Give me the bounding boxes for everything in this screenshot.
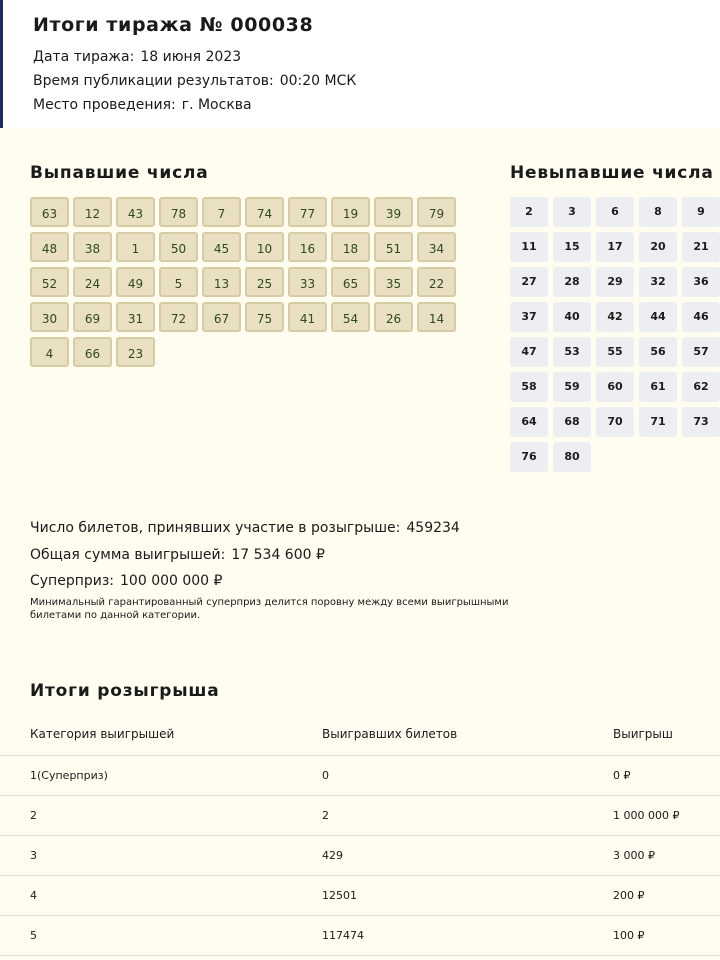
table-row [0, 756, 720, 796]
drawn-number-ball: 4 [30, 337, 69, 367]
missed-number-ball: 27 [510, 267, 548, 297]
missed-number-ball: 70 [596, 407, 634, 437]
missed-number-ball: 61 [639, 372, 677, 402]
drawn-number-ball: 30 [30, 302, 69, 332]
drawn-number-ball: 22 [417, 267, 456, 297]
superprize [30, 573, 222, 589]
drawn-number-ball: 13 [202, 267, 241, 297]
drawn-number-ball: 5 [159, 267, 198, 297]
superprize-value: 100 000 000 ₽ [120, 573, 223, 589]
missed-number-ball: 28 [553, 267, 591, 297]
missed-number-ball: 47 [510, 337, 548, 367]
missed-number-ball: 59 [553, 372, 591, 402]
drawn-number-ball: 75 [245, 302, 284, 332]
drawn-number-ball: 24 [73, 267, 112, 297]
table-row [0, 796, 720, 836]
category-cell: 4 [30, 889, 37, 902]
drawn-number-ball: 23 [116, 337, 155, 367]
column-header-winners: Выигравших билетов [322, 727, 458, 741]
missed-number-ball: 46 [682, 302, 720, 332]
total-winnings-value: 17 534 600 ₽ [231, 547, 325, 563]
drawn-number-ball: 72 [159, 302, 198, 332]
drawn-number-ball: 41 [288, 302, 327, 332]
drawn-number-ball: 25 [245, 267, 284, 297]
drawn-number-ball: 54 [331, 302, 370, 332]
category-cell: 3 [30, 849, 37, 862]
winners-cell: 429 [322, 849, 343, 862]
missed-number-ball: 15 [553, 232, 591, 262]
missed-number-ball: 6 [596, 197, 634, 227]
drawn-number-ball: 69 [73, 302, 112, 332]
drawn-number-ball: 19 [331, 197, 370, 227]
table-row [0, 836, 720, 876]
missed-number-ball: 71 [639, 407, 677, 437]
missed-number-ball: 73 [682, 407, 720, 437]
draw-place [33, 97, 252, 113]
drawn-number-ball: 10 [245, 232, 284, 262]
draw-place-value: г. Москва [181, 97, 252, 113]
missed-number-ball: 68 [553, 407, 591, 437]
category-cell: 1(Суперприз) [30, 769, 108, 782]
drawn-number-ball: 14 [417, 302, 456, 332]
draw-place-label: Место проведения: [33, 97, 176, 113]
missed-number-ball: 40 [553, 302, 591, 332]
drawn-number-ball: 51 [374, 232, 413, 262]
drawn-number-ball: 45 [202, 232, 241, 262]
drawn-number-ball: 16 [288, 232, 327, 262]
missed-number-ball: 53 [553, 337, 591, 367]
missed-number-ball: 2 [510, 197, 548, 227]
table-header-row [0, 715, 720, 756]
drawn-number-ball: 66 [73, 337, 112, 367]
superprize-label: Суперприз: [30, 573, 115, 589]
drawn-number-ball: 67 [202, 302, 241, 332]
tickets-count-label: Число билетов, принявших участие в розыгрыше: [30, 520, 401, 536]
missed-number-ball: 44 [639, 302, 677, 332]
draw-date-label: Дата тиража: [33, 49, 135, 65]
missed-number-ball: 20 [639, 232, 677, 262]
missed-number-ball: 11 [510, 232, 548, 262]
drawn-number-ball: 65 [331, 267, 370, 297]
publication-time [33, 73, 356, 89]
drawn-number-ball: 34 [417, 232, 456, 262]
missed-number-ball: 62 [682, 372, 720, 402]
page-title: Итоги тиража № 000038 [33, 14, 314, 36]
drawn-number-ball: 63 [30, 197, 69, 227]
missed-number-ball: 60 [596, 372, 634, 402]
prize-cell: 1 000 000 ₽ [613, 809, 680, 822]
missed-number-ball: 80 [553, 442, 591, 472]
winners-cell: 0 [322, 769, 329, 782]
missed-number-ball: 55 [596, 337, 634, 367]
column-header-category: Категория выигрышей [30, 727, 175, 741]
winners-cell: 2 [322, 809, 329, 822]
missed-number-ball: 57 [682, 337, 720, 367]
drawn-number-ball: 43 [116, 197, 155, 227]
drawn-number-ball: 74 [245, 197, 284, 227]
drawn-number-ball: 7 [202, 197, 241, 227]
draw-date-value: 18 июня 2023 [140, 49, 242, 65]
results-title: Итоги розыгрыша [30, 681, 220, 701]
drawn-number-ball: 77 [288, 197, 327, 227]
total-winnings [30, 547, 325, 563]
drawn-number-ball: 48 [30, 232, 69, 262]
prize-cell: 200 ₽ [613, 889, 645, 902]
missed-number-ball: 37 [510, 302, 548, 332]
column-header-prize: Выигрыш [613, 727, 673, 741]
tickets-count [30, 520, 460, 536]
missed-number-ball: 8 [639, 197, 677, 227]
drawn-number-ball: 18 [331, 232, 370, 262]
missed-number-ball: 32 [639, 267, 677, 297]
superprize-note: Минимальный гарантированный суперприз делится поровну между всеми выигрышными билетами по данной категории. [30, 597, 509, 621]
category-cell: 5 [30, 929, 37, 942]
drawn-number-ball: 50 [159, 232, 198, 262]
winners-cell: 117474 [322, 929, 364, 942]
drawn-number-ball: 39 [374, 197, 413, 227]
missed-number-ball: 42 [596, 302, 634, 332]
table-row [0, 916, 720, 956]
missed-number-ball: 56 [639, 337, 677, 367]
category-cell: 2 [30, 809, 37, 822]
drawn-number-ball: 52 [30, 267, 69, 297]
drawn-number-ball: 78 [159, 197, 198, 227]
drawn-number-ball: 31 [116, 302, 155, 332]
draw-header [0, 0, 720, 128]
missed-number-ball: 76 [510, 442, 548, 472]
missed-numbers-grid [510, 197, 720, 472]
prize-cell: 3 000 ₽ [613, 849, 655, 862]
winners-cell: 12501 [322, 889, 357, 902]
missed-number-ball: 64 [510, 407, 548, 437]
drawn-numbers-grid [30, 197, 456, 367]
drawn-number-ball: 26 [374, 302, 413, 332]
drawn-number-ball: 1 [116, 232, 155, 262]
missed-number-ball: 36 [682, 267, 720, 297]
prize-cell: 0 ₽ [613, 769, 631, 782]
table-body [0, 756, 720, 956]
missed-number-ball: 29 [596, 267, 634, 297]
results-table [0, 715, 720, 956]
missed-number-ball: 17 [596, 232, 634, 262]
drawn-number-ball: 33 [288, 267, 327, 297]
tickets-count-value: 459234 [406, 520, 460, 536]
drawn-number-ball: 49 [116, 267, 155, 297]
drawn-number-ball: 35 [374, 267, 413, 297]
draw-date [33, 49, 241, 65]
missed-number-ball: 3 [553, 197, 591, 227]
drawn-number-ball: 12 [73, 197, 112, 227]
drawn-number-ball: 79 [417, 197, 456, 227]
publication-time-label: Время публикации результатов: [33, 73, 274, 89]
missed-number-ball: 21 [682, 232, 720, 262]
missed-number-ball: 9 [682, 197, 720, 227]
publication-time-value: 00:20 МСК [279, 73, 357, 89]
table-row [0, 876, 720, 916]
missed-number-ball: 58 [510, 372, 548, 402]
drawn-number-ball: 38 [73, 232, 112, 262]
total-winnings-label: Общая сумма выигрышей: [30, 547, 226, 563]
prize-cell: 100 ₽ [613, 929, 645, 942]
missed-numbers-title: Невыпавшие числа [510, 163, 714, 183]
drawn-numbers-title: Выпавшие числа [30, 163, 209, 183]
